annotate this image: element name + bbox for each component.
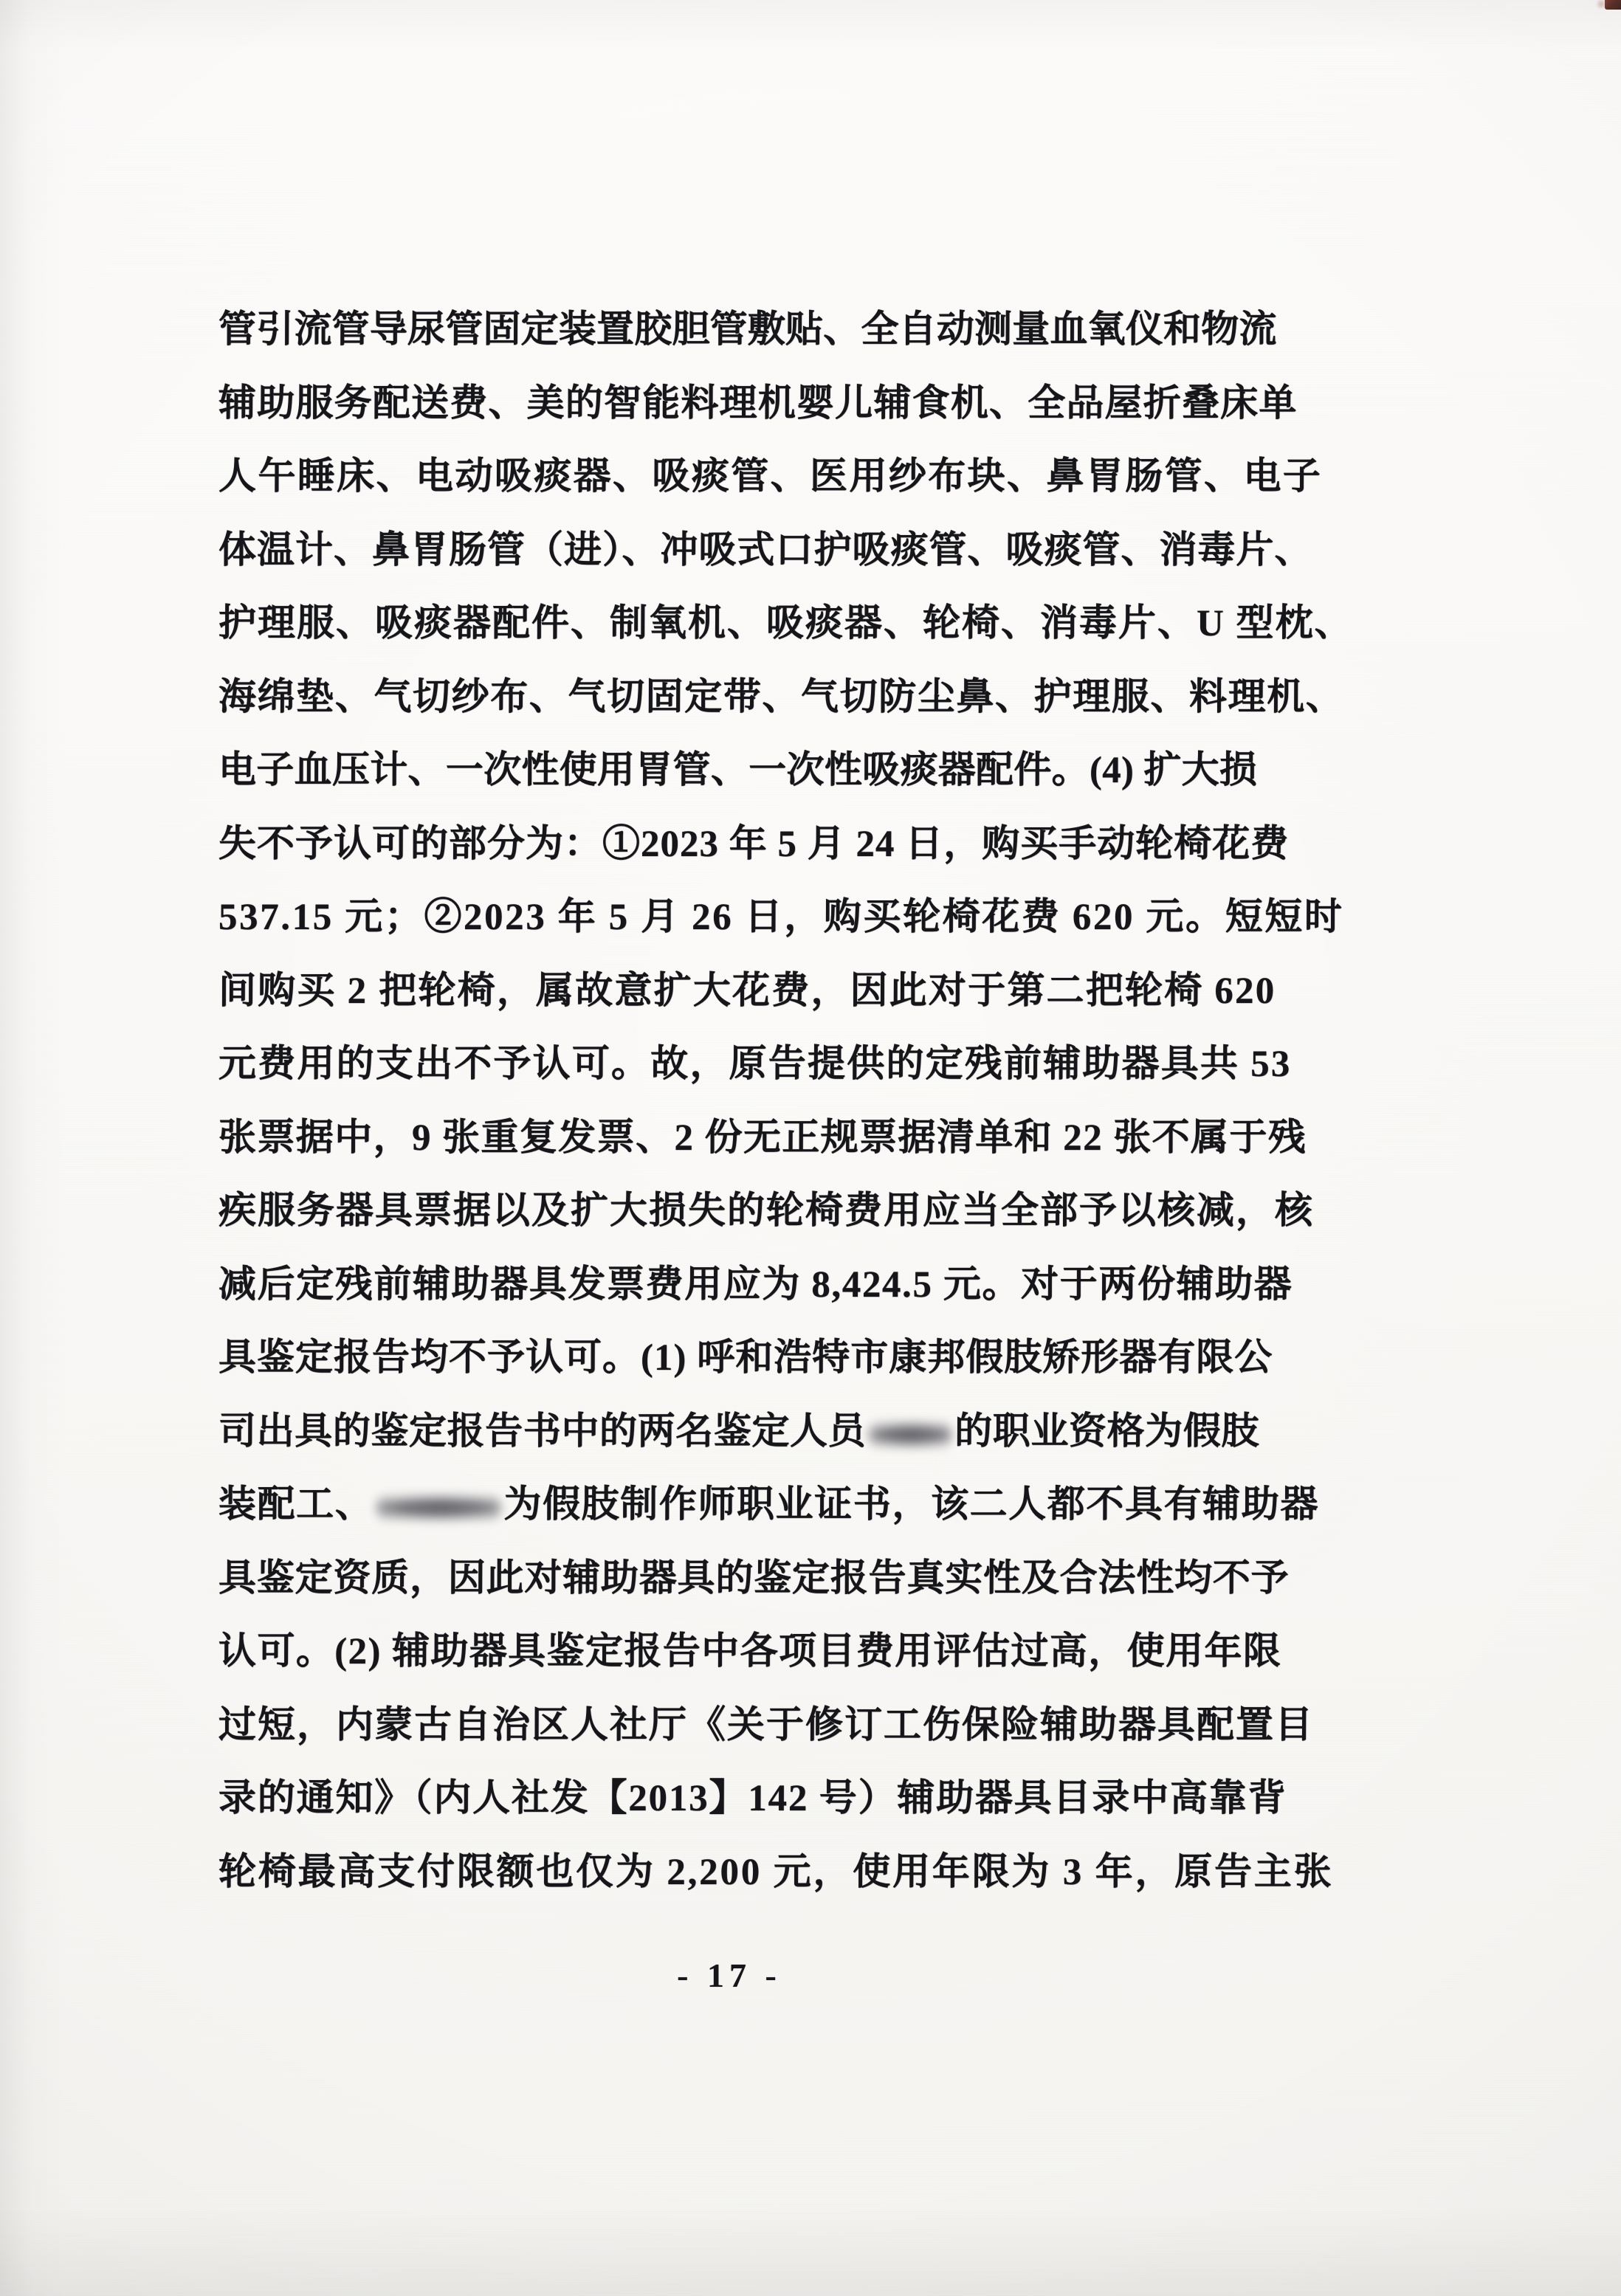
body-line: 元费用的支出不予认可。故，原告提供的定残前辅助器具共 53	[218, 1044, 1292, 1085]
page-top-shadow	[0, 0, 1621, 52]
body-line: 认可。(2) 辅助器具鉴定报告中各项目费用评估过高，使用年限	[218, 1631, 1282, 1672]
body-line: 减后定残前辅助器具发票费用应为 8,424.5 元。对于两份辅助器	[218, 1264, 1293, 1306]
body-line-segment: 为假肢制作师职业证书，该二人都不具有辅助器	[503, 1484, 1320, 1526]
body-line: 具鉴定资质，因此对辅助器具的鉴定报告真实性及合法性均不予	[218, 1557, 1290, 1599]
body-line: 辅助服务配送费、美的智能料理机婴儿辅食机、全品屋折叠床单	[218, 382, 1298, 424]
body-line-segment: 司出具的鉴定报告书中的两名鉴定人员	[218, 1410, 867, 1452]
body-line: 537.15 元；②2023 年 5 月 26 日，购买轮椅花费 620 元。短短时	[218, 897, 1344, 938]
page-number: - 17 -	[677, 1957, 782, 1994]
corner-ink-mark	[1605, 0, 1621, 10]
body-line-with-redaction	[218, 1469, 1400, 1542]
body-line: 护理服、吸痰器配件、制氧机、吸痰器、轮椅、消毒片、U 型枕、	[218, 603, 1354, 644]
body-text-block	[218, 294, 1400, 1909]
body-line: 轮椅最高支付限额也仅为 2,200 元，使用年限为 3 年，原告主张	[218, 1851, 1334, 1893]
body-line: 电子血压计、一次性使用胃管、一次性吸痰器配件。(4) 扩大损	[218, 750, 1258, 791]
redaction-block	[869, 1418, 951, 1451]
body-line-segment: 装配工、	[218, 1484, 374, 1526]
page-left-shadow	[0, 0, 66, 2296]
body-line: 过短，内蒙古自治区人社厅《关于修订工伤保险辅助器具配置目	[218, 1704, 1315, 1746]
body-line: 海绵垫、气切纱布、气切固定带、气切防尘鼻、护理服、料理机、	[218, 676, 1345, 718]
body-line-segment: 的职业资格为假肢	[954, 1410, 1260, 1452]
body-line: 管引流管导尿管固定装置胶胆管敷贴、全自动测量血氧仪和物流	[218, 309, 1277, 351]
body-line: 具鉴定报告均不予认可。(1) 呼和浩特市康邦假肢矫形器有限公	[218, 1337, 1273, 1379]
page-bottom-shadow	[0, 2207, 1621, 2296]
body-line: 人午睡床、电动吸痰器、吸痰管、医用纱布块、鼻胃肠管、电子	[218, 456, 1323, 497]
body-line-with-redaction	[218, 1396, 1400, 1469]
body-line: 张票据中，9 张重复发票、2 份无正规票据清单和 22 张不属于残	[218, 1117, 1307, 1159]
body-line: 失不予认可的部分为：①2023 年 5 月 24 日，购买手动轮椅花费	[218, 823, 1290, 865]
redaction-block	[376, 1492, 500, 1524]
body-line: 间购买 2 把轮椅，属故意扩大花费，因此对于第二把轮椅 620	[218, 970, 1276, 1012]
body-line: 体温计、鼻胃肠管（进）、冲吸式口护吸痰管、吸痰管、消毒片、	[218, 529, 1313, 571]
body-line: 疾服务器具票据以及扩大损失的轮椅费用应当全部予以核减，核	[218, 1190, 1315, 1232]
body-line: 录的通知》（内人社发【2013】142 号）辅助器具目录中高靠背	[218, 1778, 1287, 1819]
